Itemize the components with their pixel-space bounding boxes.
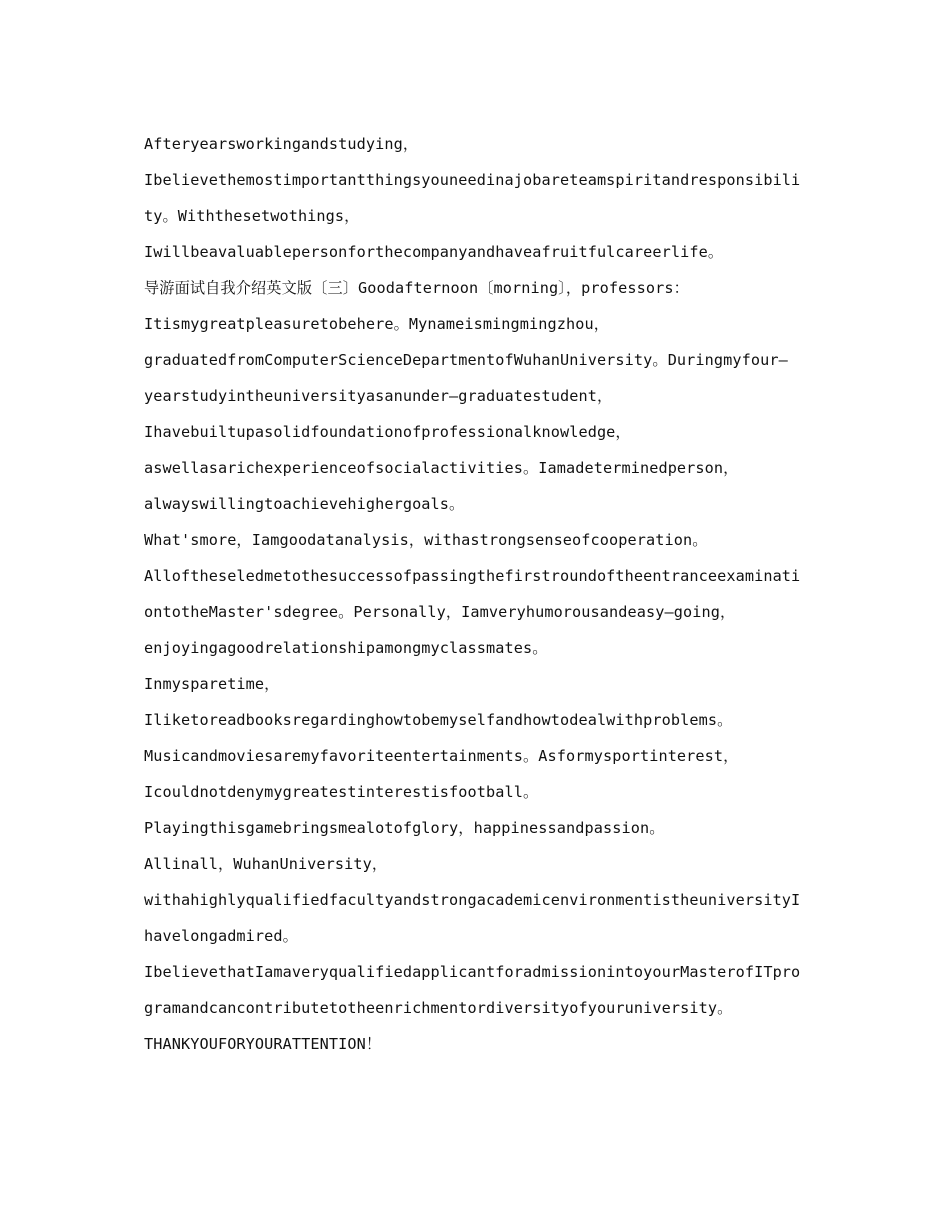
text-line: yearstudyintheuniversityasanunder—graduatestudent， [144, 387, 613, 405]
text-line: gramandcancontributetotheenrichmentordiversityofyouruniversity。 [144, 999, 733, 1017]
text-line: Inmysparetime， [144, 675, 280, 693]
text-line: Iwillbeavaluablepersonforthecompanyandhaveafruitfulcareerlife。 [144, 243, 724, 261]
text-line: Itismygreatpleasuretobehere。Mynameismingmingzhou， [144, 315, 610, 333]
text-line: graduatedfromComputerScienceDepartmentofWuhanUniversity。Duringmyfour— [144, 351, 788, 369]
text-line: havelongadmired。 [144, 927, 298, 945]
text-line: Ihavebuiltupasolidfoundationofprofessionalknowledge， [144, 423, 631, 441]
text-line: withahighlyqualifiedfacultyandstrongacademicenvironmentistheuniversityI [144, 891, 801, 909]
text-line: aswellasarichexperienceofsocialactivities。Iamadeterminedperson， [144, 459, 739, 477]
text-line: alwayswillingtoachievehighergoals。 [144, 495, 465, 513]
text-line: Icouldnotdenymygreatestinterestisfootball。 [144, 783, 539, 801]
closing-line: THANKYOUFORYOURATTENTION！ [144, 1035, 382, 1053]
text-line: What'smore，Iamgoodatanalysis，withastrongsenseofcooperation。 [144, 531, 708, 549]
text-line: Musicandmoviesaremyfavoriteentertainments。Asformysportinterest， [144, 747, 739, 765]
section-heading-line: 导游面试自我介绍英文版〔三〕Goodafternoon〔morning〕，professors： [144, 279, 689, 297]
text-line: IbelievethatIamaveryqualifiedapplicantforadmissionintoyourMasterofITpro [144, 963, 801, 981]
text-line: Iliketoreadbooksregardinghowtobemyselfandhowtodealwithproblems。 [144, 711, 733, 729]
text-line: Allinall，WuhanUniversity， [144, 855, 388, 873]
text-line: Ibelievethemostimportantthingsyouneedinajobareteamspiritandresponsibili [144, 171, 801, 189]
text-line: Playingthisgamebringsmealotofglory，happinessandpassion。 [144, 819, 665, 837]
document-body [144, 126, 808, 1062]
text-line: ontotheMaster'sdegree。Personally，Iamveryhumorousandeasy—going， [144, 603, 736, 621]
text-line: ty。Withthesetwothings， [144, 207, 360, 225]
text-line: enjoyingagoodrelationshipamongmyclassmates。 [144, 639, 548, 657]
text-line: Alloftheseledmetothesuccessofpassingthefirstroundoftheentranceexaminati [144, 567, 801, 585]
text-line: Afteryearsworkingandstudying， [144, 135, 419, 153]
